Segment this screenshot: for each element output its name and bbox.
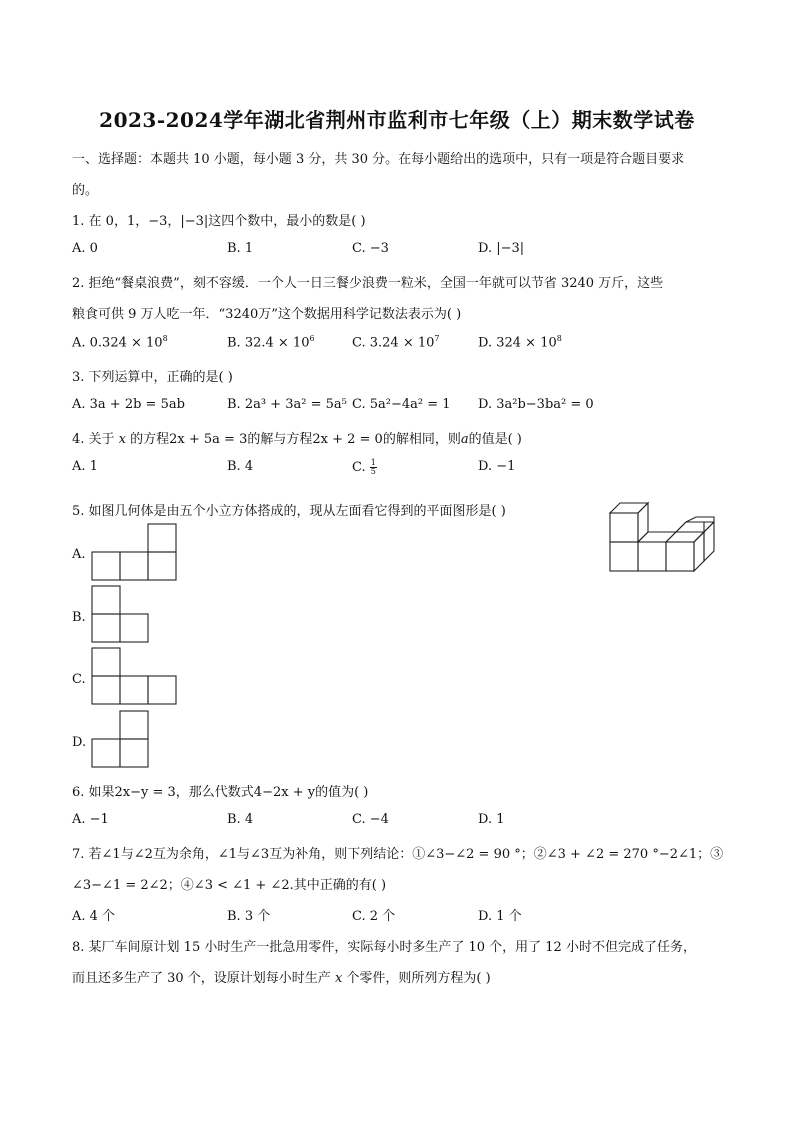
- q6-option-b: B. 4: [227, 812, 254, 827]
- q7-option-d: D. 1 个: [478, 909, 522, 924]
- question-2-options: [72, 334, 692, 352]
- question-7-line1: 7. 若∠1与∠2互为余角，∠1与∠3互为补角，则下列结论：①∠3−∠2 = 90 °；②∠3 + ∠2 = 270 °−2∠1；③: [72, 847, 724, 862]
- q6-option-c: C. −4: [352, 812, 389, 827]
- question-7-line2: ∠3−∠1 = 2∠2；④∠3 < ∠1 + ∠2.其中正确的有( ): [72, 878, 387, 893]
- q3-option-a: A. 3a + 2b = 5ab: [72, 397, 185, 412]
- question-3-options: [72, 397, 692, 415]
- question-6-options: [72, 812, 692, 830]
- q5-option-b-figure: [90, 585, 152, 645]
- q3-option-c: C. 5a²−4a² = 1: [352, 397, 451, 412]
- q2-option-c: C. $3.24 \times 10^7$: [352, 334, 440, 351]
- q5-option-a-figure: [90, 523, 180, 583]
- q5-option-a-label: A.: [72, 547, 86, 562]
- q1-option-a: A. 0: [72, 241, 98, 256]
- q5-option-c-figure: [90, 647, 180, 707]
- q3-option-b: B. 2a³ + 3a² = 5a⁵: [227, 397, 347, 412]
- question-2-line2: 粮食可供 9 万人吃一年．“3240万”这个数据用科学记数法表示为( ): [72, 307, 462, 322]
- question-8-line1: 8. 某厂车间原计划 15 小时生产一批急用零件，实际每小时多生产了 10 个，用了 12 小时不但完成了任务，: [72, 940, 696, 955]
- cube-solid-figure: [600, 495, 730, 580]
- q3-option-d: D. 3a²b−3ba² = 0: [478, 397, 594, 412]
- q7-option-a: A. 4 个: [72, 909, 116, 924]
- q5-option-c-label: C.: [72, 672, 86, 687]
- q1-option-d: D. |−3|: [478, 241, 525, 256]
- q5-option-d-figure: [90, 710, 152, 770]
- fraction-one-fifth: $\frac{1}{5}$: [370, 458, 376, 476]
- question-4-options: [72, 459, 692, 477]
- section-instructions-line1: 一、选择题：本题共 10 小题，每小题 3 分，共 30 分。在每小题给出的选项中，只有一项是符合题目要求: [72, 152, 685, 167]
- q4-option-b: B. 4: [227, 459, 254, 474]
- q7-option-b: B. 3 个: [227, 909, 271, 924]
- q4-option-a: A. 1: [72, 459, 98, 474]
- q1-option-c: C. −3: [352, 241, 389, 256]
- question-3-stem: 3. 下列运算中，正确的是( ): [72, 370, 233, 385]
- question-1-stem: 1. 在 0，1，−3，|−3|这四个数中，最小的数是( ): [72, 214, 366, 229]
- q5-option-b-label: B.: [72, 610, 86, 625]
- q4-option-d: D. −1: [478, 459, 516, 474]
- q6-option-d: D. 1: [478, 812, 505, 827]
- q4-option-c: C. $\frac{1}{5}$: [352, 458, 376, 476]
- question-1-options: [72, 241, 692, 259]
- q7-option-c: C. 2 个: [352, 909, 396, 924]
- q1-option-b: B. 1: [227, 241, 254, 256]
- question-7-options: [72, 905, 692, 923]
- section-instructions-line2: 的。: [72, 183, 99, 198]
- question-2-line1: 2. 拒绝“餐桌浪费”，刻不容缓．一个人一日三餐少浪费一粒米，全国一年就可以节省 3240 万斤，这些: [72, 276, 664, 291]
- q5-option-d-label: D.: [72, 735, 87, 750]
- question-4-stem: 4. 关于 x 的方程2x + 5a = 3的解与方程2x + 2 = 0的解相同，则a的值是( ): [72, 432, 522, 447]
- q2-option-d: D. $324 \times 10^8$: [478, 334, 562, 351]
- q2-option-a: A. $0.324 \times 10^8$: [72, 334, 168, 351]
- question-6-stem: 6. 如果2x−y = 3，那么代数式4−2x + y的值为( ): [72, 785, 369, 800]
- question-8-line2: 而且还多生产了 30 个，设原计划每小时生产 x 个零件，则所列方程为( ): [72, 971, 491, 986]
- page-title: 2023-2024学年湖北省荆州市监利市七年级（上）期末数学试卷: [99, 108, 695, 132]
- q6-option-a: A. −1: [72, 812, 109, 827]
- question-5-stem: 5. 如图几何体是由五个小立方体搭成的，现从左面看它得到的平面图形是( ): [72, 504, 506, 519]
- q2-option-b: B. $32.4 \times 10^6$: [227, 334, 315, 351]
